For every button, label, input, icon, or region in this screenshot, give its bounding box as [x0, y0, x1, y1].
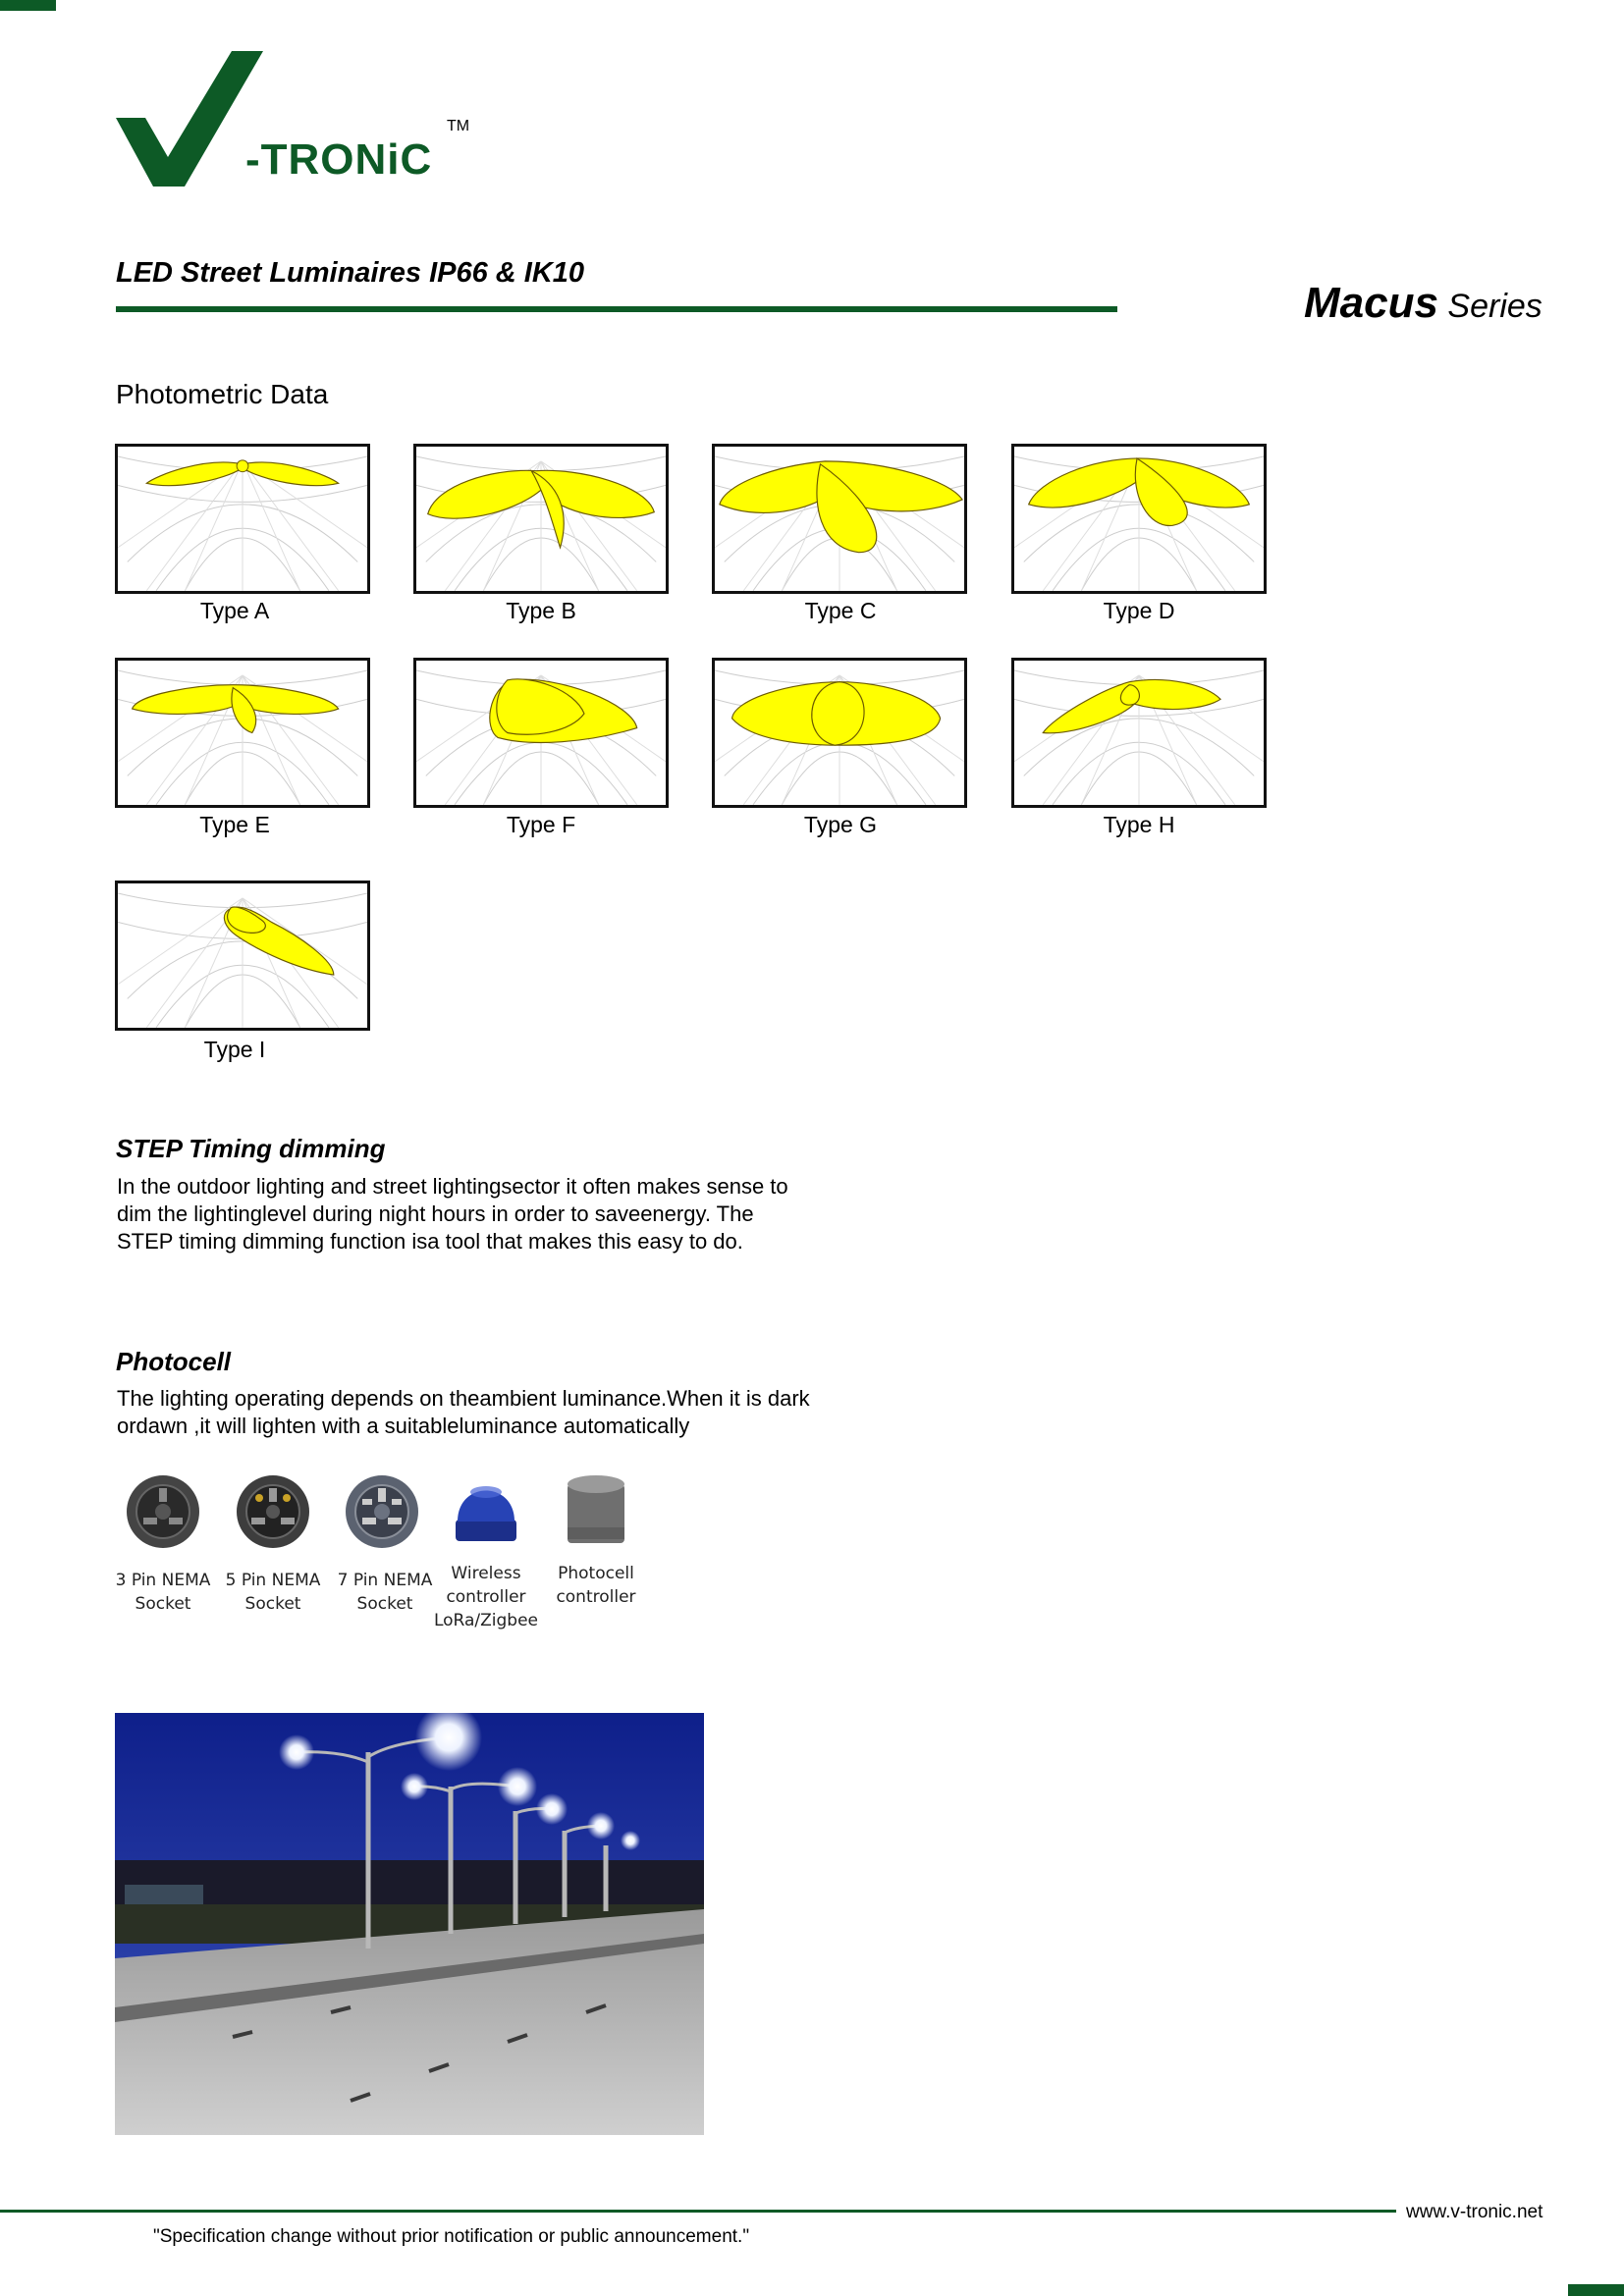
- series-label: [1304, 279, 1543, 328]
- brand-logo: [114, 49, 487, 191]
- accessory-caption-line: Socket: [356, 1594, 413, 1614]
- accessory-caption-line: controller: [446, 1587, 526, 1607]
- type-label-b: Type B: [506, 598, 576, 623]
- type-label-d: Type D: [1103, 598, 1175, 623]
- accessory-caption-wireless: [427, 1562, 545, 1632]
- title-underline: [116, 306, 1117, 312]
- page-title: LED Street Luminaires IP66 & IK10: [116, 257, 585, 289]
- footer-website: www.v-tronic.net: [1406, 2202, 1543, 2222]
- polar-diagram-type-e: [115, 658, 370, 808]
- series-name: Macus: [1304, 279, 1438, 327]
- nema-7pin-socket-icon: [343, 1472, 421, 1551]
- photocell-text: [117, 1385, 810, 1440]
- accessory-caption-line: 3 Pin NEMA: [115, 1571, 211, 1590]
- accessory-caption-3pin: [102, 1569, 224, 1616]
- photocell-line-1: The lighting operating depends on theambient luminance.When it is dark: [117, 1386, 810, 1411]
- step-dimming-line-3: STEP timing dimming function isa tool that makes this easy to do.: [117, 1229, 743, 1254]
- accessory-caption-line: Wireless: [451, 1564, 521, 1583]
- type-label-e: Type E: [199, 812, 270, 837]
- step-dimming-line-1: In the outdoor lighting and street lightingsector it often makes sense to: [117, 1174, 788, 1199]
- type-label-g: Type G: [803, 812, 878, 837]
- footer-disclaimer: "Specification change without prior notification or public announcement.": [153, 2226, 750, 2247]
- polar-diagram-type-g: [712, 658, 967, 808]
- nema-3pin-socket-icon: [124, 1472, 202, 1551]
- step-dimming-line-2: dim the lightinglevel during night hours in order to saveenergy. The: [117, 1201, 754, 1226]
- photocell-line-2: ordawn ,it will lighten with a suitableluminance automatically: [117, 1414, 690, 1438]
- footer-rule: [0, 2210, 1396, 2213]
- nema-5pin-socket-icon: [234, 1472, 312, 1551]
- polar-diagram-type-d: [1011, 444, 1267, 594]
- step-dimming-text: [117, 1173, 788, 1255]
- type-label-i: Type I: [203, 1037, 266, 1062]
- accessory-caption-line: 5 Pin NEMA: [225, 1571, 321, 1590]
- photometric-heading: Photometric Data: [116, 379, 329, 409]
- series-suffix: Series: [1447, 288, 1543, 325]
- accessory-caption-line: 7 Pin NEMA: [337, 1571, 433, 1590]
- step-dimming-heading: STEP Timing dimming: [116, 1134, 386, 1163]
- photocell-heading: Photocell: [116, 1347, 232, 1376]
- polar-diagram-type-i: [115, 881, 370, 1031]
- accessory-caption-5pin: [212, 1569, 334, 1616]
- accessory-caption-line: controller: [556, 1587, 636, 1607]
- accessory-caption-line: Photocell: [558, 1564, 634, 1583]
- top-left-corner-mark: [0, 0, 56, 11]
- polar-diagram-type-h: [1011, 658, 1267, 808]
- polar-diagram-type-c: [712, 444, 967, 594]
- accessory-caption-line: Socket: [244, 1594, 301, 1614]
- type-label-f: Type F: [506, 812, 576, 837]
- polar-diagram-type-b: [413, 444, 669, 594]
- type-label-c: Type C: [804, 598, 877, 623]
- street-lighting-photo: [115, 1713, 704, 2135]
- polar-diagram-type-f: [413, 658, 669, 808]
- accessory-caption-line: LoRa/Zigbee: [433, 1611, 539, 1630]
- brand-name: -TRONiC: [245, 135, 433, 184]
- type-label-h: Type H: [1103, 812, 1175, 837]
- polar-diagram-type-a: [115, 444, 370, 594]
- accessory-caption-photocell: [537, 1562, 655, 1609]
- trademark-mark: TM: [447, 118, 470, 134]
- type-label-a: Type A: [199, 598, 270, 623]
- bottom-right-corner-mark: [1568, 2284, 1624, 2296]
- wireless-controller-icon: [452, 1470, 520, 1549]
- photocell-controller-icon: [562, 1470, 630, 1549]
- accessory-caption-line: Socket: [135, 1594, 191, 1614]
